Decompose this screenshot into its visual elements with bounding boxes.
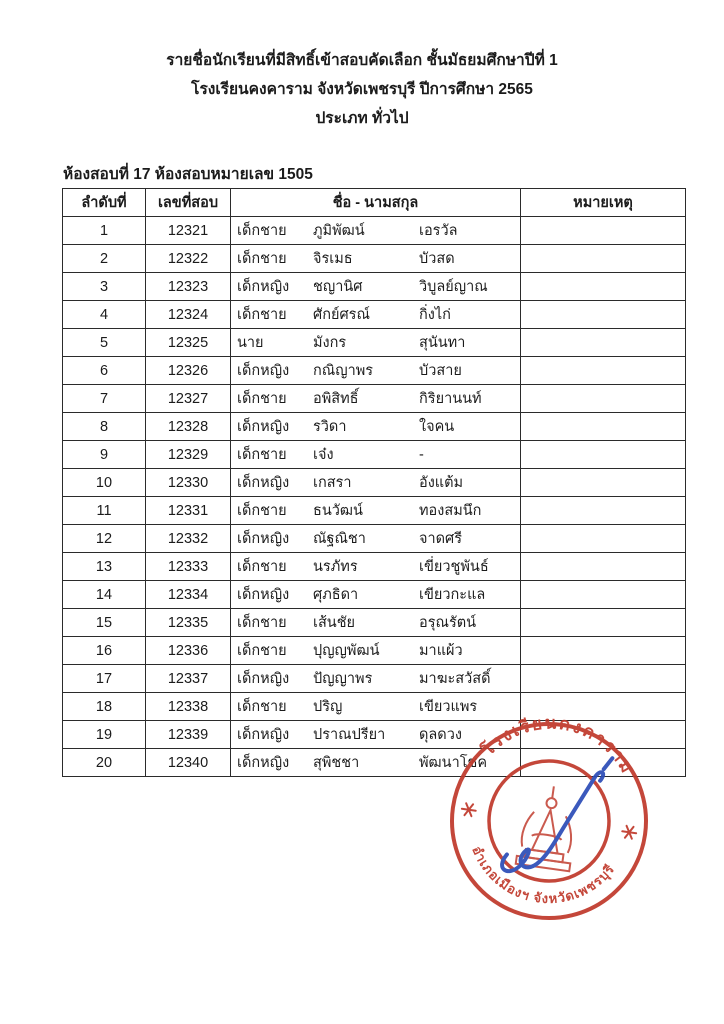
exam-no-cell: 12336 [146, 637, 231, 665]
remark-cell [521, 273, 686, 301]
title-line-3: ประเภท ทั่วไป [315, 110, 409, 127]
remark-cell [521, 553, 686, 581]
table-row [63, 357, 686, 385]
name-cell [231, 245, 521, 273]
last-name: กิริยานนท์ [419, 391, 482, 407]
name-prefix: เด็กหญิง [237, 475, 290, 491]
exam-no-cell: 12332 [146, 525, 231, 553]
order-cell: 4 [63, 301, 146, 329]
name-cell [231, 413, 521, 441]
last-name: ดุลดวง [419, 727, 462, 743]
name-cell [231, 553, 521, 581]
name-prefix: เด็กชาย [237, 559, 287, 575]
last-name: เขี่ยวชูพันธ์ [419, 559, 489, 575]
title-line-2: โรงเรียนคงคาราม จังหวัดเพชรบุรี ปีการศึกษา 2565 [191, 81, 533, 98]
table-row [63, 413, 686, 441]
order-cell: 5 [63, 329, 146, 357]
table-row [63, 245, 686, 273]
name-prefix: เด็กชาย [237, 503, 287, 519]
name-cell [231, 665, 521, 693]
name-prefix: นาย [237, 335, 264, 351]
table-row [63, 329, 686, 357]
name-cell [231, 469, 521, 497]
name-cell [231, 273, 521, 301]
exam-no-cell: 12324 [146, 301, 231, 329]
name-prefix: เด็กชาย [237, 307, 287, 323]
remark-cell [521, 469, 686, 497]
stamp-bottom-text: อำเภอเมืองฯ จังหวัดเพชรบุรี [469, 843, 618, 907]
last-name: เขียวกะแล [419, 587, 486, 603]
order-cell: 20 [63, 749, 146, 777]
name-prefix: เด็กหญิง [237, 531, 290, 547]
exam-no-cell: 12323 [146, 273, 231, 301]
first-name: ณัฐณิชา [313, 531, 366, 547]
name-prefix: เด็กหญิง [237, 363, 290, 379]
table-row [63, 217, 686, 245]
first-name: ชญานิศ [313, 279, 363, 295]
last-name: บัวสาย [419, 363, 462, 379]
name-cell [231, 525, 521, 553]
order-cell: 9 [63, 441, 146, 469]
last-name: เอรวัล [419, 223, 458, 239]
remark-cell [521, 721, 686, 749]
table-row [63, 553, 686, 581]
first-name: ศักย์ศรณ์ [313, 307, 370, 323]
exam-no-cell: 12333 [146, 553, 231, 581]
remark-cell [521, 441, 686, 469]
table-row [63, 301, 686, 329]
remark-cell [521, 637, 686, 665]
last-name: - [419, 446, 424, 463]
name-cell [231, 693, 521, 721]
order-cell: 1 [63, 217, 146, 245]
table-row [63, 525, 686, 553]
first-name: นรภัทร [313, 559, 358, 575]
title-line-1: รายชื่อนักเรียนที่มีสิทธิ์เข้าสอบคัดเลือก ชั้นมัธยมศึกษาปีที่ 1 [166, 52, 558, 69]
first-name: รวิดา [313, 419, 347, 435]
last-name: มาฆะสวัสดิ์ [419, 671, 491, 687]
name-prefix: เด็กหญิง [237, 671, 290, 687]
table-row [63, 721, 686, 749]
exam-no-cell: 12335 [146, 609, 231, 637]
table-row [63, 693, 686, 721]
exam-no-cell: 12321 [146, 217, 231, 245]
last-name: จาดศรี [419, 531, 463, 547]
name-prefix: เด็กชาย [237, 391, 287, 407]
remark-cell [521, 385, 686, 413]
order-cell: 16 [63, 637, 146, 665]
name-cell [231, 721, 521, 749]
order-cell: 12 [63, 525, 146, 553]
col-header-exam-no: เลขที่สอบ [146, 189, 231, 217]
name-cell [231, 581, 521, 609]
first-name: สุพิชชา [313, 755, 360, 771]
order-cell: 8 [63, 413, 146, 441]
last-name: บัวสด [419, 251, 455, 267]
name-prefix: เด็กชาย [237, 615, 287, 631]
first-name: ภูมิพัฒน์ [313, 223, 365, 239]
first-name: กณิญาพร [313, 363, 374, 379]
order-cell: 18 [63, 693, 146, 721]
remark-cell [521, 497, 686, 525]
table-row [63, 497, 686, 525]
order-cell: 17 [63, 665, 146, 693]
exam-no-cell: 12337 [146, 665, 231, 693]
order-cell: 10 [63, 469, 146, 497]
exam-no-cell: 12330 [146, 469, 231, 497]
name-cell [231, 637, 521, 665]
col-header-order: ลำดับที่ [63, 189, 146, 217]
stamp-top-text: โรงเรียนคงคาราม [478, 713, 638, 778]
table-header-row [63, 189, 686, 217]
first-name: อพิสิทธิ์ [313, 391, 359, 407]
exam-no-cell: 12329 [146, 441, 231, 469]
last-name: ใจคน [419, 419, 455, 435]
exam-no-cell: 12331 [146, 497, 231, 525]
exam-no-cell: 12322 [146, 245, 231, 273]
remark-cell [521, 693, 686, 721]
name-prefix: เด็กหญิง [237, 419, 290, 435]
exam-no-cell: 12339 [146, 721, 231, 749]
name-prefix: เด็กหญิง [237, 587, 290, 603]
exam-no-cell: 12328 [146, 413, 231, 441]
stamp-star-right-icon [621, 825, 637, 839]
last-name: เขียวแพร [419, 699, 478, 715]
exam-no-cell: 12338 [146, 693, 231, 721]
order-cell: 7 [63, 385, 146, 413]
order-cell: 11 [63, 497, 146, 525]
first-name: ปุญญพัฒน์ [313, 643, 380, 659]
exam-no-cell: 12327 [146, 385, 231, 413]
remark-cell [521, 413, 686, 441]
name-prefix: เด็กชาย [237, 643, 287, 659]
remark-cell [521, 665, 686, 693]
col-header-name: ชื่อ - นามสกุล [231, 189, 521, 217]
last-name: อรุณรัตน์ [419, 615, 477, 631]
stamp-emblem-icon [516, 783, 581, 872]
name-cell [231, 385, 521, 413]
name-cell [231, 441, 521, 469]
remark-cell [521, 525, 686, 553]
last-name: พัฒนาโชค [419, 755, 488, 771]
first-name: ปริญ [313, 699, 343, 715]
table-row [63, 665, 686, 693]
last-name: ทองสมนึก [419, 503, 482, 519]
name-cell [231, 497, 521, 525]
name-cell [231, 217, 521, 245]
exam-no-cell: 12334 [146, 581, 231, 609]
col-header-remark: หมายเหตุ [521, 189, 686, 217]
first-name: ปัญญาพร [313, 671, 373, 687]
exam-no-cell: 12340 [146, 749, 231, 777]
table-row [63, 749, 686, 777]
exam-no-cell: 12325 [146, 329, 231, 357]
name-prefix: เด็กชาย [237, 223, 287, 239]
order-cell: 13 [63, 553, 146, 581]
table-row [63, 609, 686, 637]
name-prefix: เด็กหญิง [237, 755, 290, 771]
remark-cell [521, 357, 686, 385]
table-row [63, 385, 686, 413]
last-name: สุนันทา [419, 335, 466, 351]
order-cell: 6 [63, 357, 146, 385]
remark-cell [521, 581, 686, 609]
stamp-star-left-icon [461, 803, 477, 817]
first-name: จิรเมธ [313, 251, 353, 267]
first-name: ธนวัฒน์ [313, 503, 363, 519]
last-name: อังแต้ม [419, 475, 464, 491]
remark-cell [521, 217, 686, 245]
remark-cell [521, 609, 686, 637]
last-name: กิ่งไก่ [419, 307, 451, 323]
name-prefix: เด็กชาย [237, 251, 287, 267]
order-cell: 3 [63, 273, 146, 301]
first-name: เส้นชัย [313, 615, 356, 631]
table-row [63, 469, 686, 497]
table-row [63, 581, 686, 609]
order-cell: 19 [63, 721, 146, 749]
remark-cell [521, 329, 686, 357]
exam-no-cell: 12326 [146, 357, 231, 385]
student-table-body [63, 217, 686, 777]
last-name: มาแผ้ว [419, 643, 463, 659]
name-cell [231, 301, 521, 329]
name-cell [231, 329, 521, 357]
table-row [63, 441, 686, 469]
order-cell: 2 [63, 245, 146, 273]
name-cell [231, 357, 521, 385]
student-roster-table [62, 188, 686, 777]
remark-cell [521, 301, 686, 329]
first-name: ปราณปรียา [313, 727, 386, 743]
order-cell: 15 [63, 609, 146, 637]
document-title-block [0, 46, 724, 133]
name-cell [231, 609, 521, 637]
first-name: เกสรา [313, 475, 352, 491]
table-row [63, 273, 686, 301]
remark-cell [521, 749, 686, 777]
exam-room-header: ห้องสอบที่ 17 ห้องสอบหมายเลข 1505 [63, 166, 313, 183]
name-prefix: เด็กหญิง [237, 727, 290, 743]
last-name: วิบูลย์ญาณ [419, 279, 488, 295]
table-row [63, 637, 686, 665]
name-prefix: เด็กชาย [237, 699, 287, 715]
name-prefix: เด็กหญิง [237, 279, 290, 295]
name-cell [231, 749, 521, 777]
remark-cell [521, 245, 686, 273]
first-name: มังกร [313, 335, 347, 351]
first-name: เจ๋ง [313, 447, 334, 463]
name-prefix: เด็กชาย [237, 447, 287, 463]
first-name: ศุภธิดา [313, 587, 359, 603]
order-cell: 14 [63, 581, 146, 609]
